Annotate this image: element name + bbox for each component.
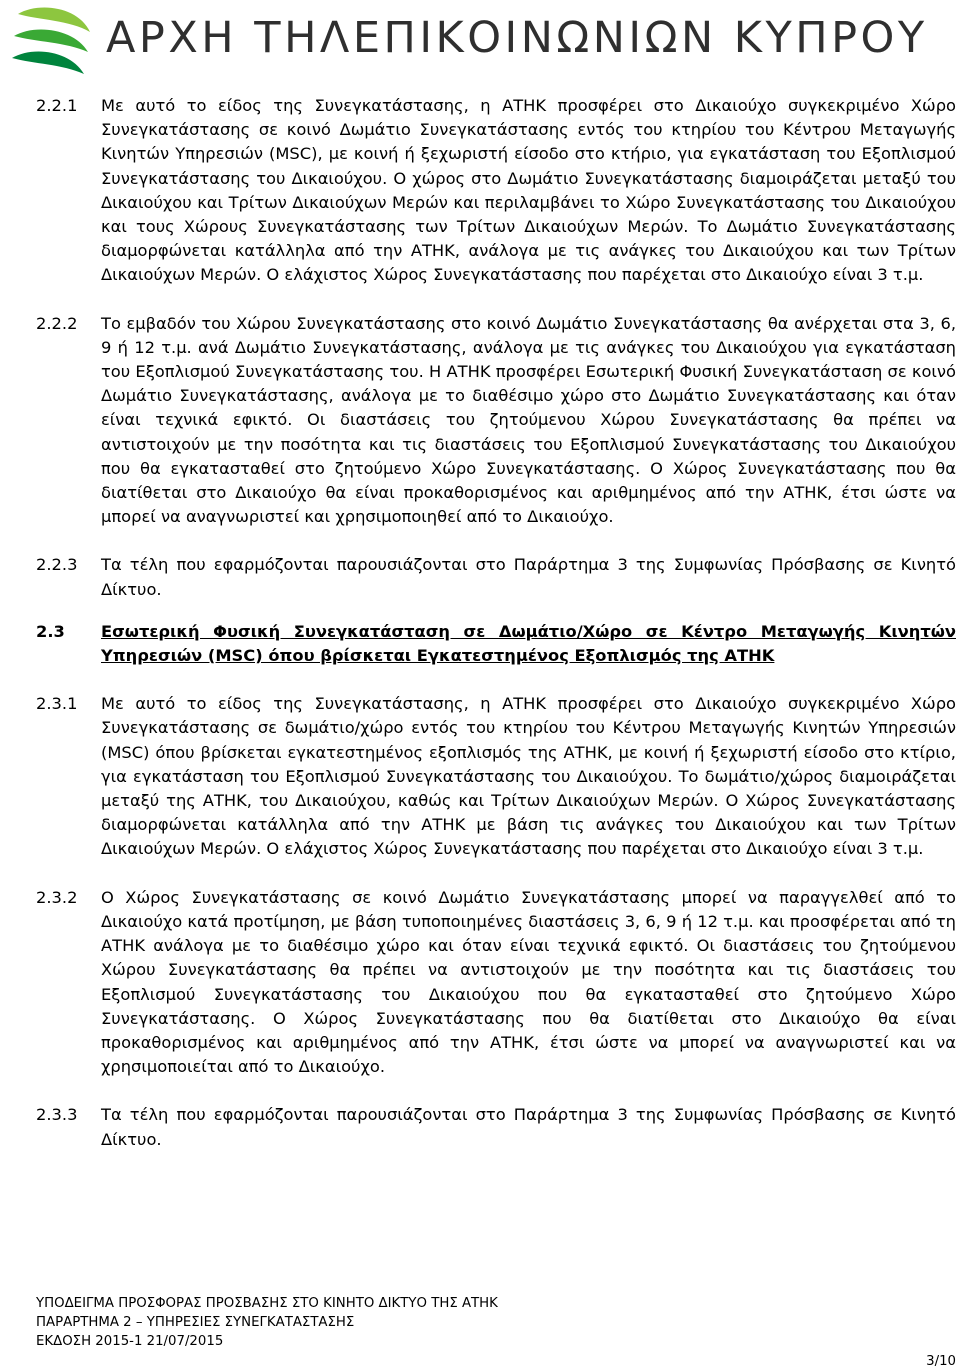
footer-version: ΕΚΔΟΣΗ 2015-1 21/07/2015 <box>36 1334 224 1349</box>
footer-document-title: ΥΠΟΔΕΙΓΜΑ ΠΡΟΣΦΟΡΑΣ ΠΡΟΣΒΑΣΗΣ ΣΤΟ ΚΙΝΗΤΟ ΔΙΚΤΥΟ ΤΗΣ ΑΤΗΚ <box>36 1296 498 1311</box>
section-2-2-3 <box>36 553 956 601</box>
section-number: 2.3.2 <box>36 887 78 907</box>
section-2-3-1 <box>36 692 956 861</box>
section-2-2-1 <box>36 94 956 288</box>
section-number: 2.2.3 <box>36 555 78 575</box>
section-text: Με αυτό το είδος της Συνεγκατάστασης, η ΑΤΗΚ προσφέρει στο Δικαιούχο συγκεκριμένο Χώρο Συνεγκατάστασης σε κοινό Δωμάτιο Συνεγκατάστασης εντός του κτηρίου του Κέντρου Μεταγωγής Κινητών Υπηρεσιών (MSC), με κοινή ή ξεχωριστή είσοδο στο κτήριο, για εγκατάσταση του Εξοπλισμού Συνεγκατάστασης του Δικαιούχου. Ο χώρος στο Δωμάτιο Συνεγκατάστασης διαμοιράζεται μεταξύ του Δικαιούχου και Τρίτων Δικαιούχων Μερών και περιλαμβάνει το Χώρο Συνεγκατάστασης του Δικαιούχου και τους Χώρους Συνεγκατάστασης των Τρίτων Δικαιούχων Μερών. Το Δωμάτιο Συνεγκατάστασης διαμορφώνεται κατάλληλα από την ΑΤΗΚ, ανάλογα με τις ανάγκες του Δικαιούχου και των Τρίτων Δικαιούχων Μερών. Ο ελάχιστος Χώρος Συνεγκατάστασης που παρέχεται στο Δικαιούχο είναι 3 τ.μ. <box>101 96 956 285</box>
footer-annex-title: ΠΑΡΑΡΤΗΜΑ 2 – ΥΠΗΡΕΣΙΕΣ ΣΥΝΕΓΚΑΤΑΣΤΑΣΗΣ <box>36 1315 355 1330</box>
section-2-3-heading <box>36 620 956 668</box>
section-2-3-3 <box>36 1103 956 1151</box>
section-number: 2.3 <box>36 621 65 641</box>
page-number: 3/10 <box>926 1354 956 1369</box>
section-text: Ο Χώρος Συνεγκατάστασης σε κοινό Δωμάτιο Συνεγκατάστασης μπορεί να παραγγελθεί από το Δικαιούχο κατά προτίμηση, με βάση τυποποιημένες διαστάσεις 3, 6, 9 ή 12 τ.μ. και προσφέρεται από τη ΑΤΗΚ ανάλογα με το διαθέσιμο χώρο και όταν είναι τεχνικά εφικτό. Οι διαστάσεις του ζητούμενου Χώρου Συνεγκατάστασης θα πρέπει να αντιστοιχούν με την ποσότητα και τις διαστάσεις του Εξοπλισμού Συνεγκατάστασης του Δικαιούχου που θα εγκατασταθεί στο ζητούμενο Χώρο Συνεγκατάστασης. Ο Χώρος Συνεγκατάστασης που θα διατίθεται στο Δικαιούχο θα είναι προκαθορισμένος και αριθμημένος από την ΑΤΗΚ, έτσι ώστε να μπορεί να αναγνωριστεί και να χρησιμοποιείται από το Δικαιούχο. <box>101 887 956 1077</box>
document-body <box>36 94 956 1152</box>
section-heading-text: Εσωτερική Φυσική Συνεγκατάσταση σε Δωμάτιο/Χώρο σε Κέντρο Μεταγωγής Κινητών Υπηρεσιών (MSC) όπου βρίσκεται Εγκατεστημένος Εξοπλισμός της ΑΤΗΚ <box>101 621 956 666</box>
section-2-3-2 <box>36 886 956 1080</box>
page-footer <box>36 1294 956 1351</box>
section-number: 2.3.1 <box>36 694 78 714</box>
org-name: ΑΡΧΗ ΤΗΛΕΠΙΚΟΙΝΩΝΙΩΝ ΚΥΠΡΟΥ <box>106 13 928 63</box>
logo-icon <box>8 2 96 80</box>
page-header <box>0 0 960 82</box>
section-number: 2.2.1 <box>36 96 78 115</box>
section-text: Τα τέλη που εφαρμόζονται παρουσιάζονται στο Παράρτημα 3 της Συμφωνίας Πρόσβασης σε Κινητό Δίκτυο. <box>101 1105 956 1149</box>
section-2-2-2 <box>36 312 956 530</box>
section-text: Τα τέλη που εφαρμόζονται παρουσιάζονται στο Παράρτημα 3 της Συμφωνίας Πρόσβασης σε Κινητό Δίκτυο. <box>101 555 956 599</box>
section-text: Με αυτό το είδος της Συνεγκατάστασης, η ΑΤΗΚ προσφέρει στο Δικαιούχο συγκεκριμένο Χώρο Συνεγκατάστασης σε δωμάτιο/χώρο εντός του κτηρίου του Κέντρου Μεταγωγής Κινητών Υπηρεσιών (MSC) όπου βρίσκεται εγκατεστημένος εξοπλισμός της ΑΤΗΚ, με κοινή ή ξεχωριστή είσοδο στο κτίριο, για εγκατάσταση του Εξοπλισμού Συνεγκατάστασης του Δικαιούχου. Το δωμάτιο/χώρος διαμοιράζεται μεταξύ της ΑΤΗΚ, του Δικαιούχου, καθώς και Τρίτων Δικαιούχων Μερών. Ο Χώρος Συνεγκατάστασης διαμορφώνεται κατάλληλα από την ΑΤΗΚ με βάση τις ανάγκες του Δικαιούχου και των Τρίτων Δικαιούχων Μερών. Ο ελάχιστος Χώρος Συνεγκατάστασης που παρέχεται στο Δικαιούχο είναι 3 τ.μ. <box>101 694 956 859</box>
section-number: 2.2.2 <box>36 313 78 333</box>
section-number: 2.3.3 <box>36 1105 78 1125</box>
section-text: Το εμβαδόν του Χώρου Συνεγκατάστασης στο κοινό Δωμάτιο Συνεγκατάστασης θα ανέρχεται στα 3, 6, 9 ή 12 τ.μ. ανά Δωμάτιο Συνεγκατάστασης, ανάλογα με τις ανάγκες του Δικαιούχου για εγκατάσταση του Εξοπλισμού Συνεγκατάστασης του. Η ΑΤΗΚ προσφέρει Εσωτερική Φυσική Συνεγκατάσταση σε κοινό Δωμάτιο Συνεγκατάστασης, ανάλογα με το διαθέσιμο χώρο στο Δωμάτιο Συνεγκατάστασης και όταν είναι τεχνικά εφικτό. Οι διαστάσεις του ζητούμενου Χώρου Συνεγκατάστασης θα πρέπει να αντιστοιχούν με την ποσότητα και τις διαστάσεις του Εξοπλισμού Συνεγκατάστασης του Δικαιούχου που θα εγκατασταθεί στο ζητούμενο Χώρο Συνεγκατάστασης. Ο Χώρος Συνεγκατάστασης που θα διατίθεται στο Δικαιούχο θα είναι προκαθορισμένος και αριθμημένος από την ΑΤΗΚ, έτσι ώστε να μπορεί να αναγνωριστεί και χρησιμοποιηθεί από το Δικαιούχο. <box>101 313 956 527</box>
